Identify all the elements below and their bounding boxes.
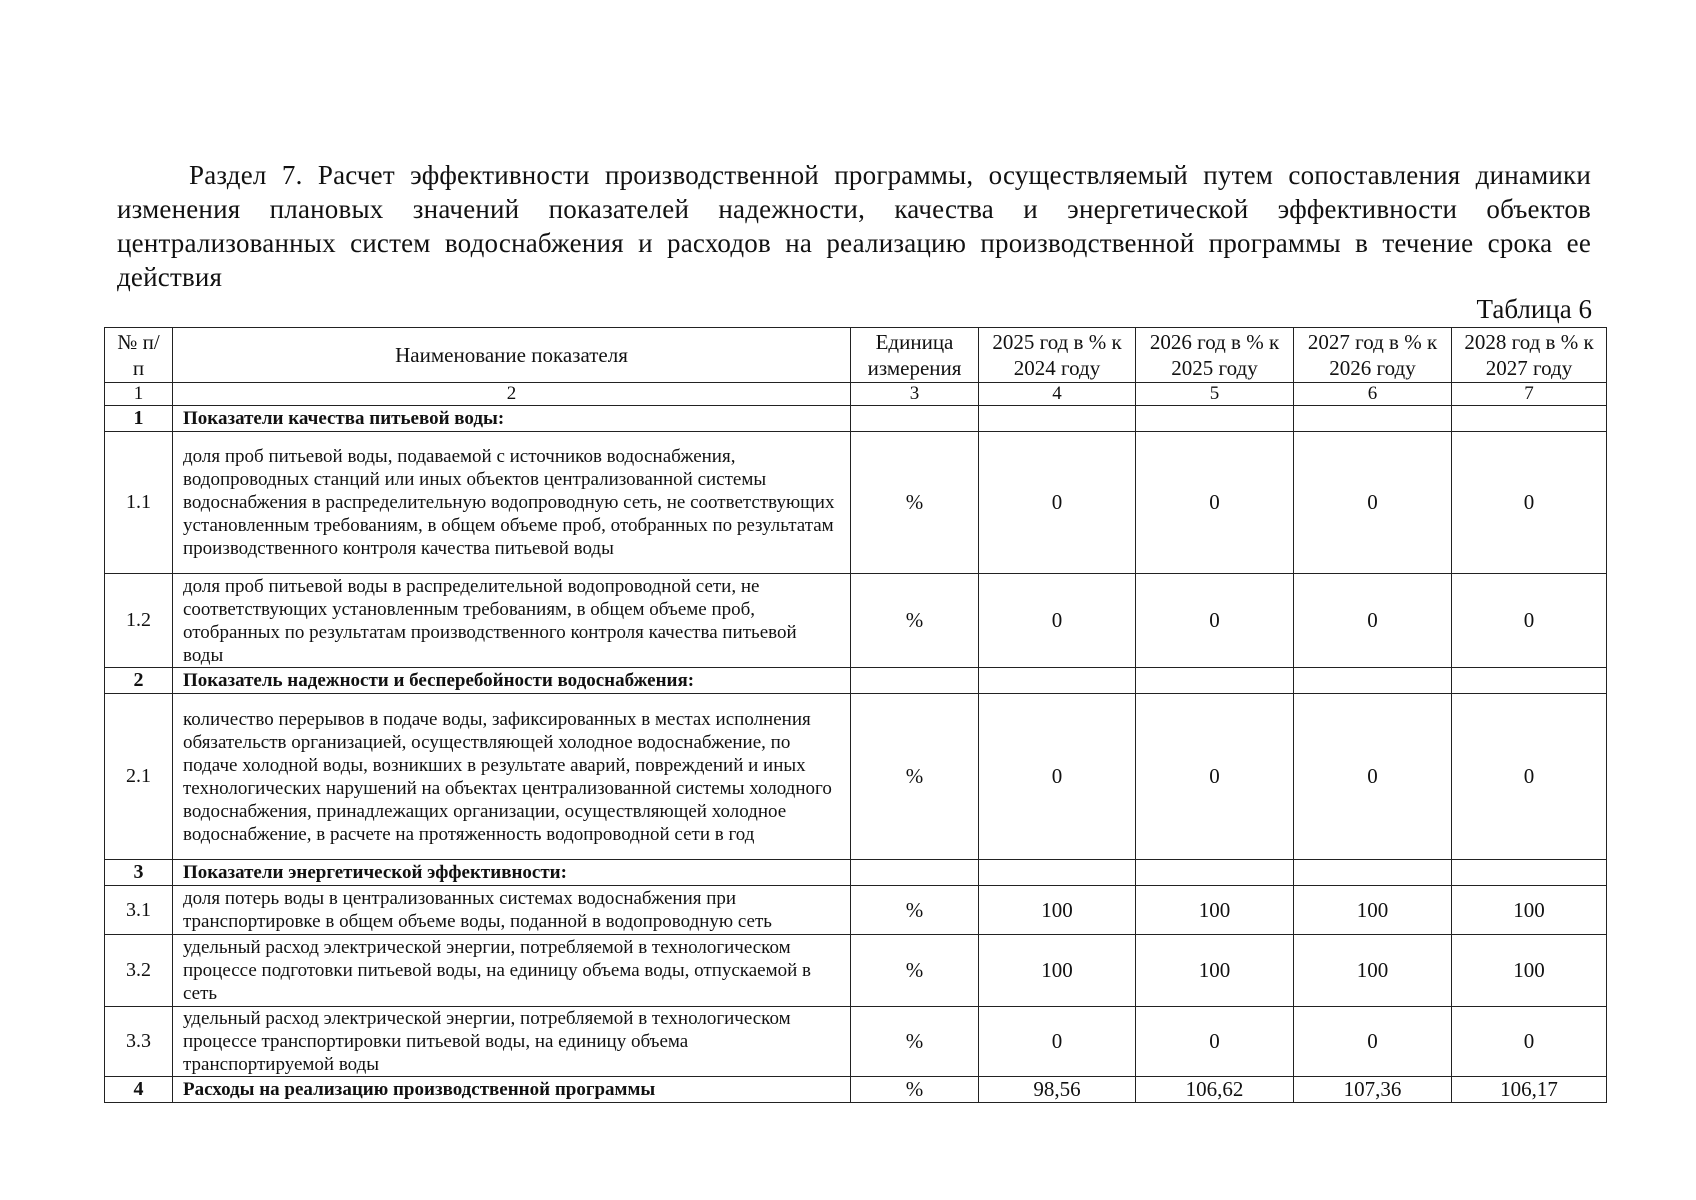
row-name: Показатели энергетической эффективности: [173,860,851,886]
header-2026: 2026 год в % к 2025 году [1136,328,1294,383]
row-num: 1.2 [105,574,173,668]
table-row [105,694,1607,860]
row-value-2026 [1136,668,1294,694]
row-value-2026 [1136,406,1294,432]
row-value-2028: 100 [1452,935,1607,1007]
row-value-2026: 0 [1136,1007,1294,1077]
row-name: Расходы на реализацию производственной программы [173,1077,851,1103]
column-index: 2 [173,383,851,406]
table-row [105,1007,1607,1077]
row-value-2025: 0 [979,694,1136,860]
row-unit: % [851,1007,979,1077]
row-value-2025 [979,406,1136,432]
row-value-2026: 100 [1136,935,1294,1007]
row-name: удельный расход электрической энергии, потребляемой в технологическом процессе подготовки питьевой воды, на единицу объема воды, отпускаемой в сеть [173,935,851,1007]
row-value-2027 [1294,860,1452,886]
row-name: удельный расход электрической энергии, потребляемой в технологическом процессе транспортировки питьевой воды, на единицу объема транспортируемой воды [173,1007,851,1077]
row-unit [851,406,979,432]
row-value-2028: 0 [1452,574,1607,668]
row-value-2028: 106,17 [1452,1077,1607,1103]
row-name: Показатели качества питьевой воды: [173,406,851,432]
row-value-2025: 0 [979,1007,1136,1077]
row-num: 4 [105,1077,173,1103]
row-unit [851,860,979,886]
row-value-2026: 0 [1136,694,1294,860]
row-value-2027: 0 [1294,694,1452,860]
row-name: доля проб питьевой воды, подаваемой с источников водоснабжения, водопроводных станций или иных объектов централизованной системы водоснабжения в распределительную водопроводную сеть, не соответствующих установленным требованиям, в общем объеме проб, отобранных по результатам производственного контроля качества питьевой воды [173,432,851,574]
row-value-2028: 0 [1452,432,1607,574]
row-value-2027: 0 [1294,432,1452,574]
row-name: доля потерь воды в централизованных системах водоснабжения при транспортировке в общем объеме воды, поданной в водопроводную сеть [173,886,851,935]
row-num: 1.1 [105,432,173,574]
column-index: 3 [851,383,979,406]
row-value-2028: 0 [1452,694,1607,860]
table-row [105,935,1607,1007]
row-value-2028 [1452,668,1607,694]
column-index: 7 [1452,383,1607,406]
row-value-2026: 100 [1136,886,1294,935]
header-num: № п/п [105,328,173,383]
table-caption: Таблица 6 [1476,294,1592,324]
table-row [105,668,1607,694]
table-row [105,406,1607,432]
column-index: 5 [1136,383,1294,406]
row-num: 2 [105,668,173,694]
row-value-2027 [1294,668,1452,694]
row-name: Показатель надежности и бесперебойности водоснабжения: [173,668,851,694]
row-value-2027: 100 [1294,886,1452,935]
column-index: 6 [1294,383,1452,406]
row-value-2025: 100 [979,886,1136,935]
row-value-2025 [979,860,1136,886]
column-index-row [105,383,1607,406]
column-index: 1 [105,383,173,406]
row-value-2025: 0 [979,432,1136,574]
row-value-2028: 100 [1452,886,1607,935]
row-value-2027: 0 [1294,1007,1452,1077]
row-value-2025 [979,668,1136,694]
row-unit: % [851,574,979,668]
header-2028: 2028 год в % к 2027 году [1452,328,1607,383]
row-value-2026: 0 [1136,432,1294,574]
efficiency-table [104,327,1607,1103]
row-num: 3.1 [105,886,173,935]
row-unit: % [851,694,979,860]
row-value-2026: 0 [1136,574,1294,668]
row-value-2025: 0 [979,574,1136,668]
row-value-2027: 0 [1294,574,1452,668]
row-value-2028 [1452,406,1607,432]
column-index: 4 [979,383,1136,406]
row-unit: % [851,886,979,935]
header-2027: 2027 год в % к 2026 году [1294,328,1452,383]
row-value-2025: 100 [979,935,1136,1007]
row-value-2027: 100 [1294,935,1452,1007]
row-unit: % [851,1077,979,1103]
row-num: 1 [105,406,173,432]
header-2025: 2025 год в % к 2024 году [979,328,1136,383]
table-row [105,860,1607,886]
section-heading: Раздел 7. Расчет эффективности производственной программы, осуществляемый путем сопоставления динамики изменения плановых значений показателей надежности, качества и энергетической эффективности объектов централизованных систем водоснабжения и расходов на реализацию производственной программы в течение срока ее действия [117,160,1591,292]
table-row [105,1077,1607,1103]
row-value-2025: 98,56 [979,1077,1136,1103]
row-value-2026: 106,62 [1136,1077,1294,1103]
table-row [105,432,1607,574]
row-num: 3.3 [105,1007,173,1077]
row-unit [851,668,979,694]
row-value-2026 [1136,860,1294,886]
row-num: 3 [105,860,173,886]
row-value-2028: 0 [1452,1007,1607,1077]
row-num: 2.1 [105,694,173,860]
header-unit: Единица измерения [851,328,979,383]
row-unit: % [851,935,979,1007]
row-value-2027: 107,36 [1294,1077,1452,1103]
header-row [105,328,1607,383]
row-value-2027 [1294,406,1452,432]
table-row [105,574,1607,668]
row-value-2028 [1452,860,1607,886]
row-unit: % [851,432,979,574]
table-row [105,886,1607,935]
row-num: 3.2 [105,935,173,1007]
row-name: доля проб питьевой воды в распределительной водопроводной сети, не соответствующих установленным требованиям, в общем объеме проб, отобранных по результатам производственного контроля качества питьевой воды [173,574,851,668]
row-name: количество перерывов в подаче воды, зафиксированных в местах исполнения обязательств организацией, осуществляющей холодное водоснабжение, по подаче холодной воды, возникших в результате аварий, повреждений и иных технологических нарушений на объектах централизованной системы холодного водоснабжения, принадлежащих организации, осуществляющей холодное водоснабжение, в расчете на протяженность водопроводной сети в год [173,694,851,860]
header-name: Наименование показателя [173,328,851,383]
